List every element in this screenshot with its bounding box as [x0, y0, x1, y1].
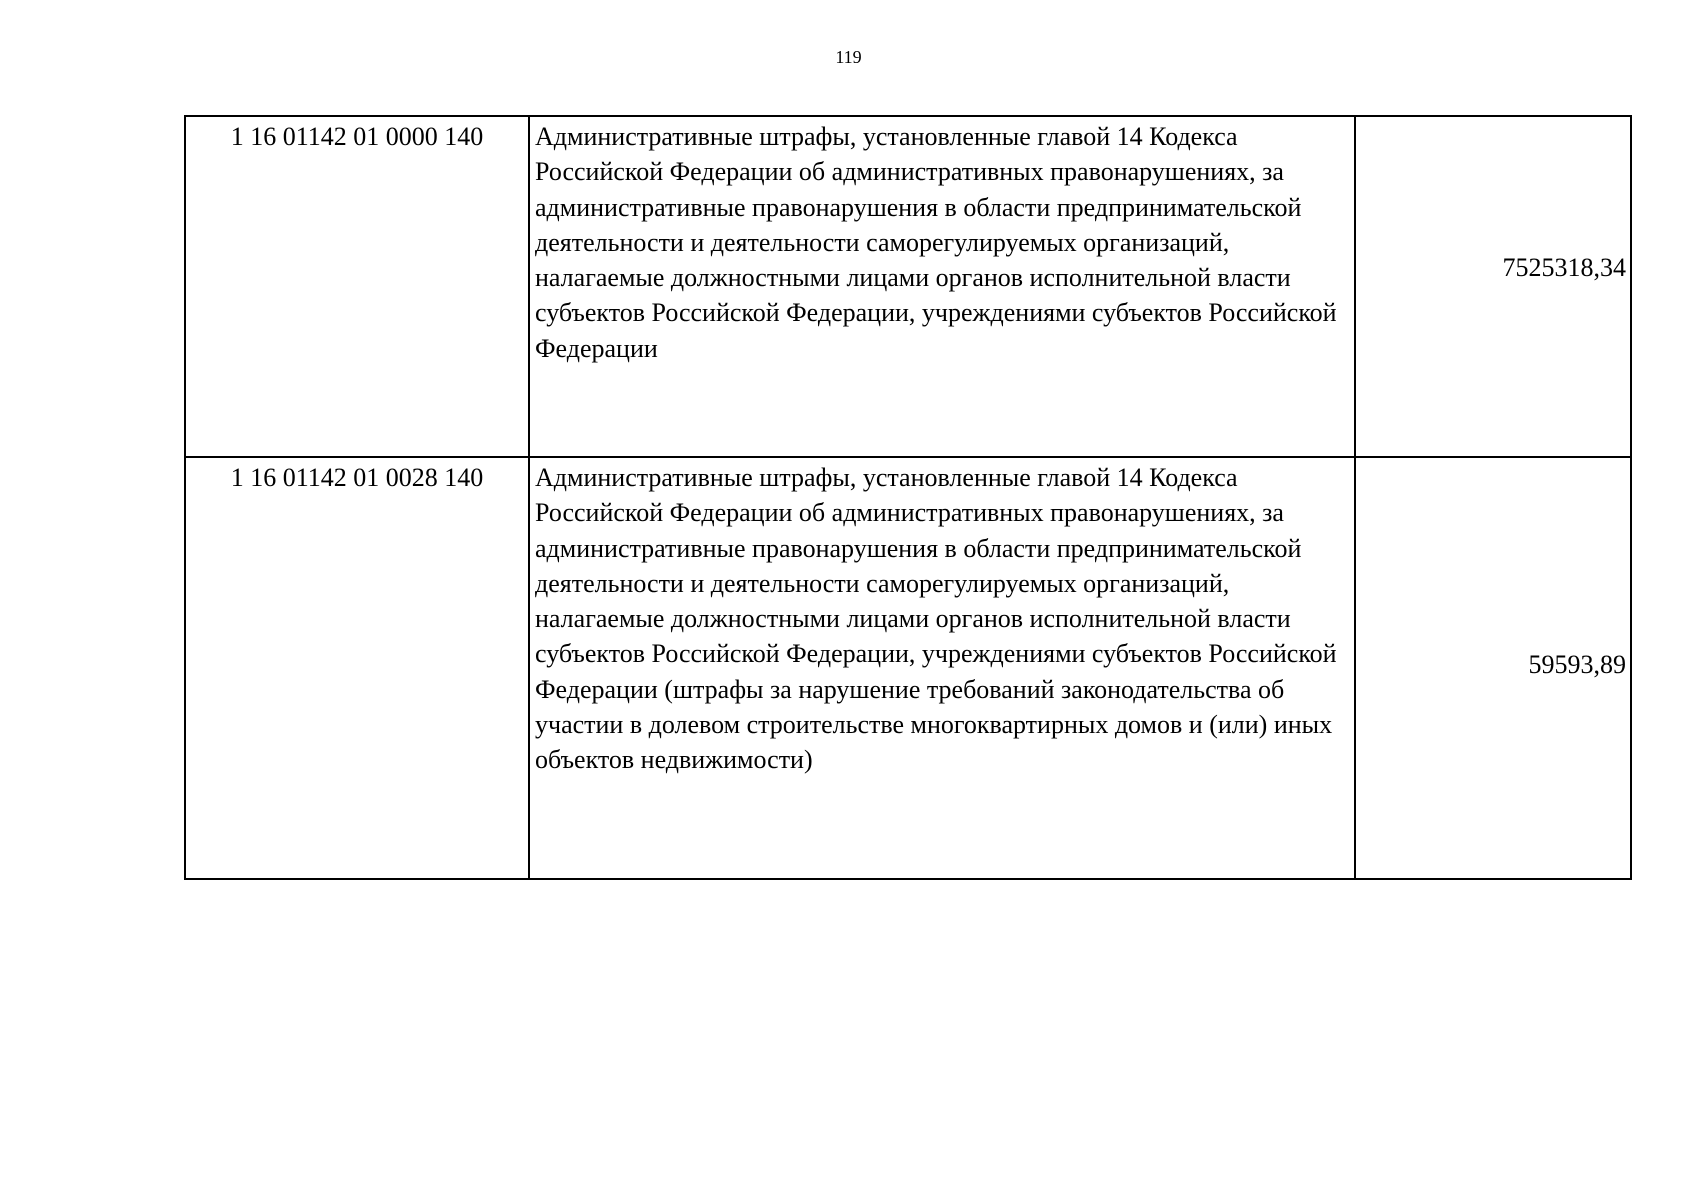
table-row	[185, 457, 1631, 879]
revenue-code-cell: 1 16 01142 01 0000 140	[185, 116, 529, 457]
page-number: 119	[835, 47, 862, 67]
revenue-code-cell: 1 16 01142 01 0028 140	[185, 457, 529, 879]
budget-revenue-table	[184, 115, 1632, 880]
revenue-amount-cell: 7525318,34	[1355, 116, 1631, 457]
revenue-description-cell: Административные штрафы, установленные главой 14 Кодекса Российской Федерации об административных правонарушениях, за административные правонарушения в области предпринимательской деятельности и деятельности саморегулируемых организаций, налагаемые должностными лицами органов исполнительной власти субъектов Российской Федерации, учреждениями субъектов Российской Федерации	[529, 116, 1355, 457]
revenue-description-cell: Административные штрафы, установленные главой 14 Кодекса Российской Федерации об административных правонарушениях, за административные правонарушения в области предпринимательской деятельности и деятельности саморегулируемых организаций, налагаемые должностными лицами органов исполнительной власти субъектов Российской Федерации, учреждениями субъектов Российской Федерации (штрафы за нарушение требований законодательства об участии в долевом строительстве многоквартирных домов и (или) иных объектов недвижимости)	[529, 457, 1355, 879]
table-row	[185, 116, 1631, 457]
revenue-amount-cell: 59593,89	[1355, 457, 1631, 879]
